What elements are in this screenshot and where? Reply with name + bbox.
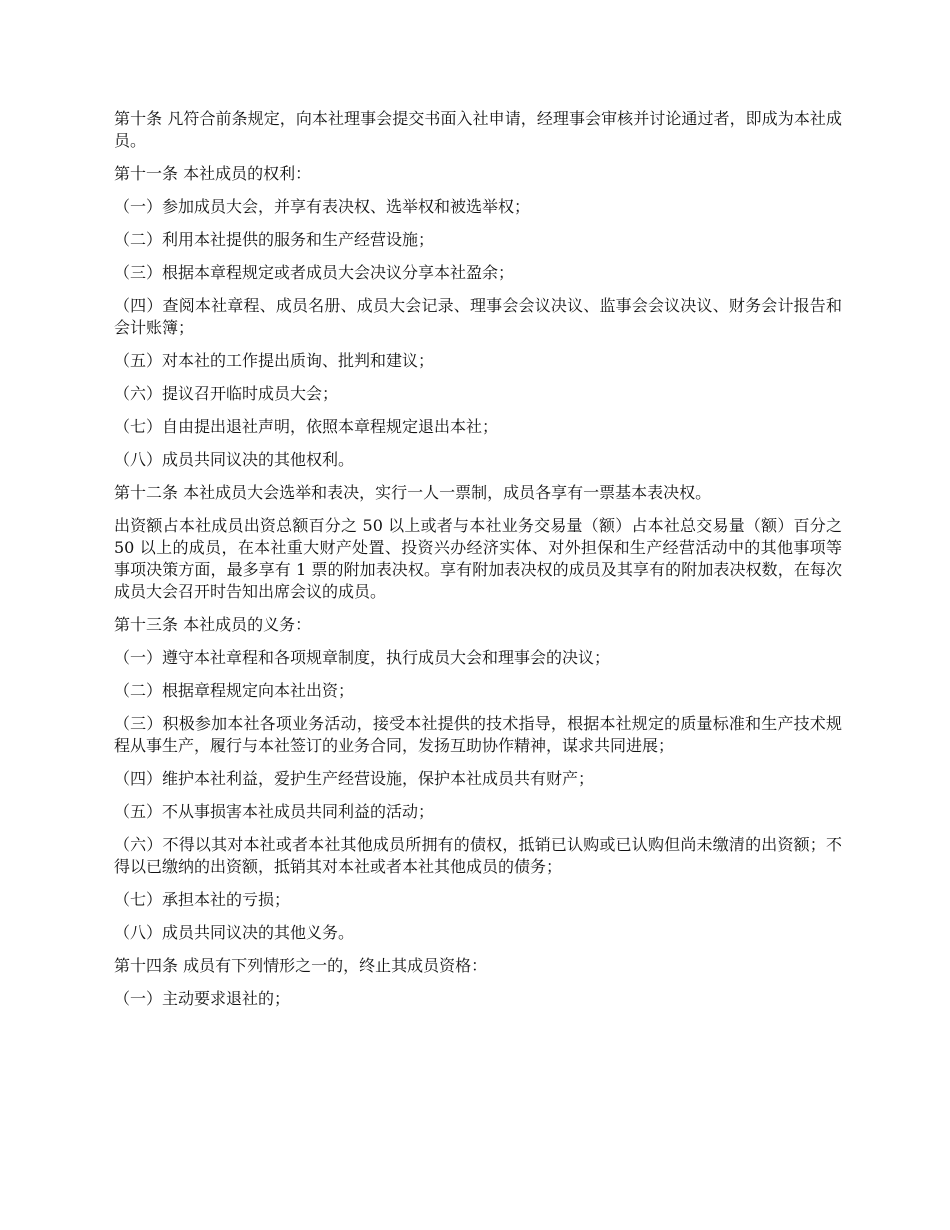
duties-item-1: （一）遵守本社章程和各项规章制度，执行成员大会和理事会的决议； — [114, 648, 611, 667]
duties-item-5: （五）不从事损害本社成员共同利益的活动； — [114, 802, 435, 821]
document-page — [114, 108, 842, 1021]
article-14-heading: 第十四条 成员有下列情形之一的，终止其成员资格： — [114, 956, 488, 975]
termination-item-1: （一）主动要求退社的； — [114, 989, 291, 1008]
duties-item-6: （六）不得以其对本社或者本社其他成员所拥有的债权，抵销已认购或已认购但尚未缴清的出资额；不得以已缴纳的出资额，抵销其对本社或者本社其他成员的债务； — [114, 835, 842, 876]
rights-item-6: （六）提议召开临时成员大会； — [114, 384, 339, 403]
duties-item-7: （七）承担本社的亏损； — [114, 890, 291, 909]
rights-item-1: （一）参加成员大会，并享有表决权、选举权和被选举权； — [114, 197, 531, 216]
duties-item-2: （二）根据章程规定向本社出资； — [114, 681, 355, 700]
rights-item-3: （三）根据本章程规定或者成员大会决议分享本社盈余； — [114, 263, 515, 282]
rights-item-5: （五）对本社的工作提出质询、批判和建议； — [114, 351, 435, 370]
rights-item-4: （四）查阅本社章程、成员名册、成员大会记录、理事会会议决议、监事会会议决议、财务会计报告和会计账簿； — [114, 296, 842, 337]
duties-item-8: （八）成员共同议决的其他义务。 — [114, 923, 355, 942]
rights-item-7: （七）自由提出退社声明，依照本章程规定退出本社； — [114, 417, 499, 436]
duties-item-3: （三）积极参加本社各项业务活动，接受本社提供的技术指导，根据本社规定的质量标准和生产技术规程从事生产，履行与本社签订的业务合同，发扬互助协作精神，谋求共同进展； — [114, 714, 842, 755]
rights-item-2: （二）利用本社提供的服务和生产经营设施； — [114, 230, 435, 249]
article-13-heading: 第十三条 本社成员的义务： — [114, 615, 312, 634]
rights-item-8: （八）成员共同议决的其他权利。 — [114, 450, 355, 469]
article-12: 第十二条 本社成员大会选举和表决，实行一人一票制，成员各享有一票基本表决权。 — [114, 483, 712, 502]
duties-item-4: （四）维护本社利益，爱护生产经营设施，保护本社成员共有财产； — [114, 769, 595, 788]
article-10: 第十条 凡符合前条规定，向本社理事会提交书面入社申请，经理事会审核并讨论通过者，即成为本社成员。 — [114, 109, 842, 150]
article-12-additional-vote: 出资额占本社成员出资总额百分之 50 以上或者与本社业务交易量（额）占本社总交易量（额）百分之 50 以上的成员，在本社重大财产处置、投资兴办经济实体、对外担保和生产经营活动中的其他事项等事项决策方面，最多享有 1 票的附加表决权。享有附加表决权的成员及其享有的附加表决权数，在每次成员大会召开时告知出席会议的成员。 — [114, 516, 842, 601]
article-11-heading: 第十一条 本社成员的权利： — [114, 164, 312, 183]
